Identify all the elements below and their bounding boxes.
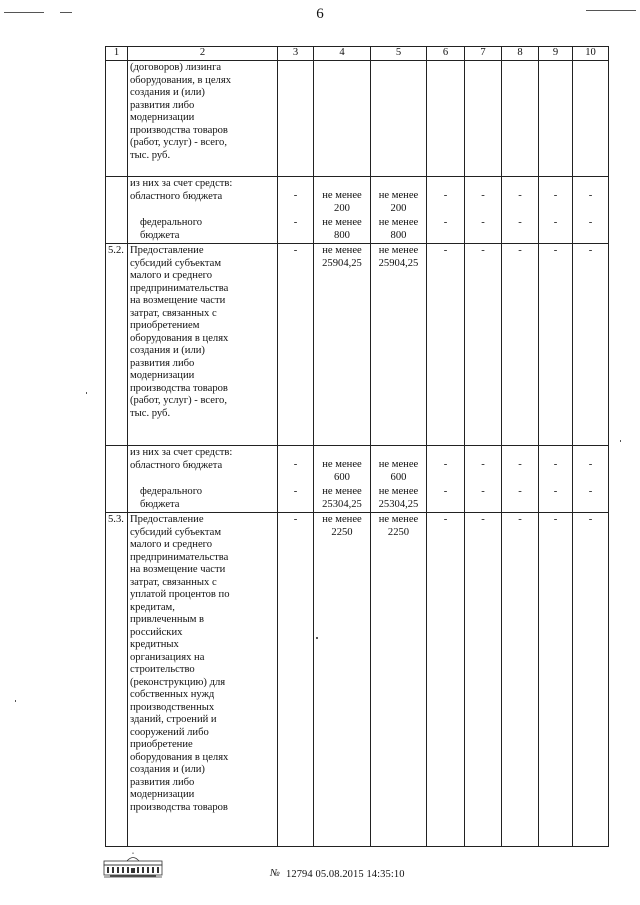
value-cell: - [539,513,573,847]
value-cell: - [539,216,573,244]
value-cell [278,61,314,177]
table-row [106,216,609,244]
value-cell: - [502,485,539,513]
value-cell: - [465,216,502,244]
row-number [106,446,128,486]
value-cell: - [502,244,539,446]
value-cell: - [427,216,465,244]
value-cell: - [427,244,465,446]
table-row [106,446,609,486]
value-cell: - [465,244,502,446]
row-description: из них за счет средств: областного бюджета [128,177,278,217]
value-cell: - [278,244,314,446]
header-cell: 8 [502,47,539,61]
value-cell: - [427,513,465,847]
scan-speck [620,440,621,442]
row-description: федерального бюджета [128,485,278,513]
value-cell: не менее 800 [314,216,371,244]
value-cell: - [427,485,465,513]
row-number [106,485,128,513]
table-row [106,485,609,513]
value-cell [539,61,573,177]
value-cell: не менее 25304,25 [371,485,427,513]
row-number [106,61,128,177]
value-cell: - [427,446,465,486]
value-cell: - [573,216,609,244]
value-cell: не менее 2250 [314,513,371,847]
registration-footer [100,852,480,880]
value-cell: - [539,485,573,513]
number-sign: № [270,868,280,879]
value-cell: - [502,513,539,847]
value-cell: не менее 200 [314,177,371,217]
value-cell: - [502,216,539,244]
value-cell: не менее 25904,25 [314,244,371,446]
value-cell [573,61,609,177]
value-cell: - [278,216,314,244]
value-cell: - [278,177,314,217]
page-number: 6 [316,6,324,22]
table-row [106,61,609,177]
value-cell: - [539,244,573,446]
header-cell: 10 [573,47,609,61]
row-description: Предоставление субсидий субъектам малого и среднего предпринимательства на возмещение части затрат, связанных с уплатой процентов по кредитам, привлеченным в российских кредитных организациях на строительство (реконструкцию) для собственных нужд производственных зданий, строений и сооружений либо приобретение оборудования в целях создания и (или) развития либо модернизации производства товаров [128,513,278,847]
table-row [106,513,609,847]
value-cell: - [573,485,609,513]
government-building-stamp-icon [100,852,166,880]
value-cell: - [427,177,465,217]
value-cell: не менее 600 [314,446,371,486]
value-cell: - [465,177,502,217]
value-cell: не менее 600 [371,446,427,486]
value-cell [465,61,502,177]
header-cell: 9 [539,47,573,61]
row-number: 5.3. [106,513,128,847]
value-cell: - [539,177,573,217]
scan-speck [4,12,44,13]
value-cell [314,61,371,177]
value-cell: - [539,446,573,486]
value-cell: - [573,244,609,446]
row-number [106,216,128,244]
value-cell: - [278,513,314,847]
header-cell: 5 [371,47,427,61]
value-cell [427,61,465,177]
header-cell: 2 [128,47,278,61]
value-cell: - [573,177,609,217]
value-cell: не менее 25304,25 [314,485,371,513]
row-number: 5.2. [106,244,128,446]
value-cell: - [465,446,502,486]
row-description: федерального бюджета [128,216,278,244]
scan-speck [86,392,87,394]
value-cell: - [278,485,314,513]
header-cell: 7 [465,47,502,61]
header-cell: 1 [106,47,128,61]
value-cell: - [465,513,502,847]
scan-speck [586,10,636,11]
value-cell: - [573,446,609,486]
value-cell: - [278,446,314,486]
header-cell: 3 [278,47,314,61]
value-cell: не менее 200 [371,177,427,217]
table-row [106,177,609,217]
value-cell: - [502,446,539,486]
registration-number-date: 12794 05.08.2015 14:35:10 [286,869,405,880]
scan-speck [15,700,16,702]
value-cell: не менее 800 [371,216,427,244]
header-cell: 6 [427,47,465,61]
value-cell [371,61,427,177]
value-cell: - [465,485,502,513]
table-header-row [106,47,609,61]
row-description: из них за счет средств: областного бюджета [128,446,278,486]
value-cell: - [502,177,539,217]
value-cell: не менее 25904,25 [371,244,427,446]
indicators-table [105,46,609,847]
header-cell: 4 [314,47,371,61]
value-cell [502,61,539,177]
value-cell: не менее 2250 [371,513,427,847]
scan-speck [60,12,72,13]
row-description: (договоров) лизинга оборудования, в целях создания и (или) развития либо модернизации производства товаров (работ, услуг) - всего, тыс. руб. [128,61,278,177]
row-description: Предоставление субсидий субъектам малого и среднего предпринимательства на возмещение части затрат, связанных с приобретением оборудования в целях создания и (или) развития либо модернизации производства товаров (работ, услуг) - всего, тыс. руб. [128,244,278,446]
value-cell: - [573,513,609,847]
row-number [106,177,128,217]
table-row [106,244,609,446]
